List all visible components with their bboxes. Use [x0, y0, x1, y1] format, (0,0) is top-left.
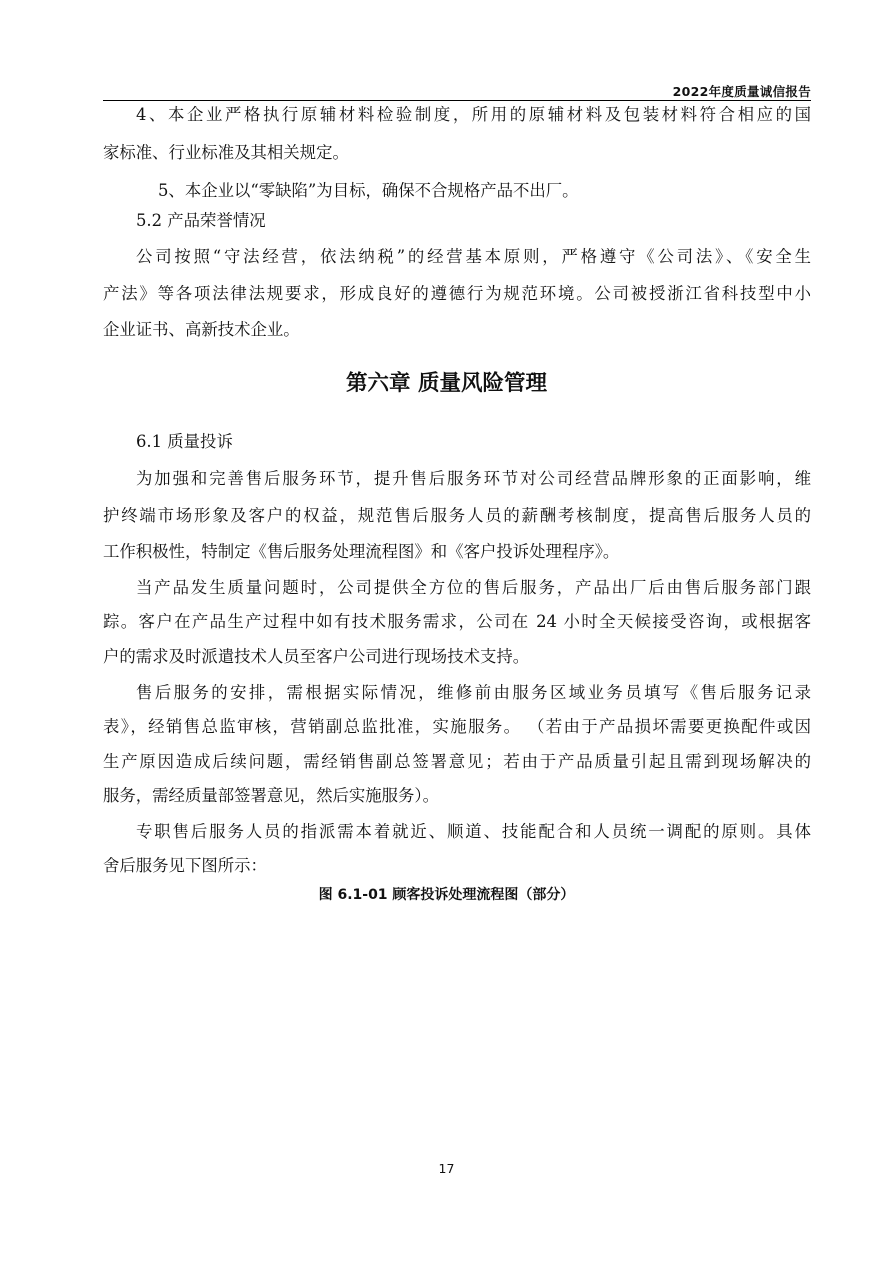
- paragraph-line: 舍后服务见下图所示：: [103, 856, 267, 875]
- paragraph-line: 工作积极性，特制定《售后服务处理流程图》和《客户投诉处理程序》。: [103, 542, 620, 561]
- paragraph-line: 踪。客户在产品生产过程中如有技术服务需求，公司在 24 小时全天候接受咨询，或根据客: [103, 612, 811, 631]
- paragraph-line: 公司按照“守法经营，依法纳税”的经营基本原则，严格遵守《公司法》、《安全生: [136, 247, 811, 266]
- paragraph-line: 生产原因造成后续问题，需经销售副总签署意见；若由于产品质量引起且需到现场解决的: [103, 752, 811, 771]
- page-number: 17: [438, 1161, 455, 1176]
- paragraph-line: 企业证书、高新技术企业。: [103, 320, 300, 339]
- paragraph-line: 4、本企业严格执行原辅材料检验制度，所用的原辅材料及包装材料符合相应的国: [136, 105, 811, 124]
- chapter-title: 第六章 质量风险管理: [346, 371, 547, 396]
- section-heading-5-2: 5.2 产品荣誉情况: [136, 211, 266, 230]
- paragraph-line: 家标准、行业标准及其相关规定。: [103, 143, 349, 162]
- paragraph-line: 表》，经销售总监审核，营销副总监批准，实施服务。 （若由于产品损坏需要更换配件或因: [103, 717, 811, 736]
- paragraph-line: 5、本企业以“零缺陷”为目标，确保不合规格产品不出厂。: [158, 181, 579, 200]
- figure-caption: 图 6.1-01 顾客投诉处理流程图（部分）: [318, 887, 575, 903]
- paragraph-line: 售后服务的安排，需根据实际情况，维修前由服务区域业务员填写《售后服务记录: [136, 683, 811, 702]
- paragraph-line: 服务，需经质量部签署意见，然后实施服务）。: [103, 786, 440, 805]
- paragraph-line: 当产品发生质量问题时，公司提供全方位的售后服务，产品出厂后由售后服务部门跟: [136, 578, 811, 597]
- paragraph-line: 护终端市场形象及客户的权益，规范售后服务人员的薪酬考核制度，提高售后服务人员的: [103, 506, 811, 525]
- paragraph-line: 为加强和完善售后服务环节，提升售后服务环节对公司经营品牌形象的正面影响，维: [136, 469, 811, 488]
- paragraph-line: 产法》等各项法律法规要求，形成良好的遵德行为规范环境。公司被授浙江省科技型中小: [103, 284, 811, 303]
- section-heading-6-1: 6.1 质量投诉: [136, 432, 233, 451]
- report-header-title: 2022年度质量诚信报告: [672, 84, 811, 99]
- paragraph-line: 户的需求及时派遣技术人员至客户公司进行现场技术支持。: [103, 647, 530, 666]
- paragraph-line: 专职售后服务人员的指派需本着就近、顺道、技能配合和人员统一调配的原则。具体: [136, 822, 811, 841]
